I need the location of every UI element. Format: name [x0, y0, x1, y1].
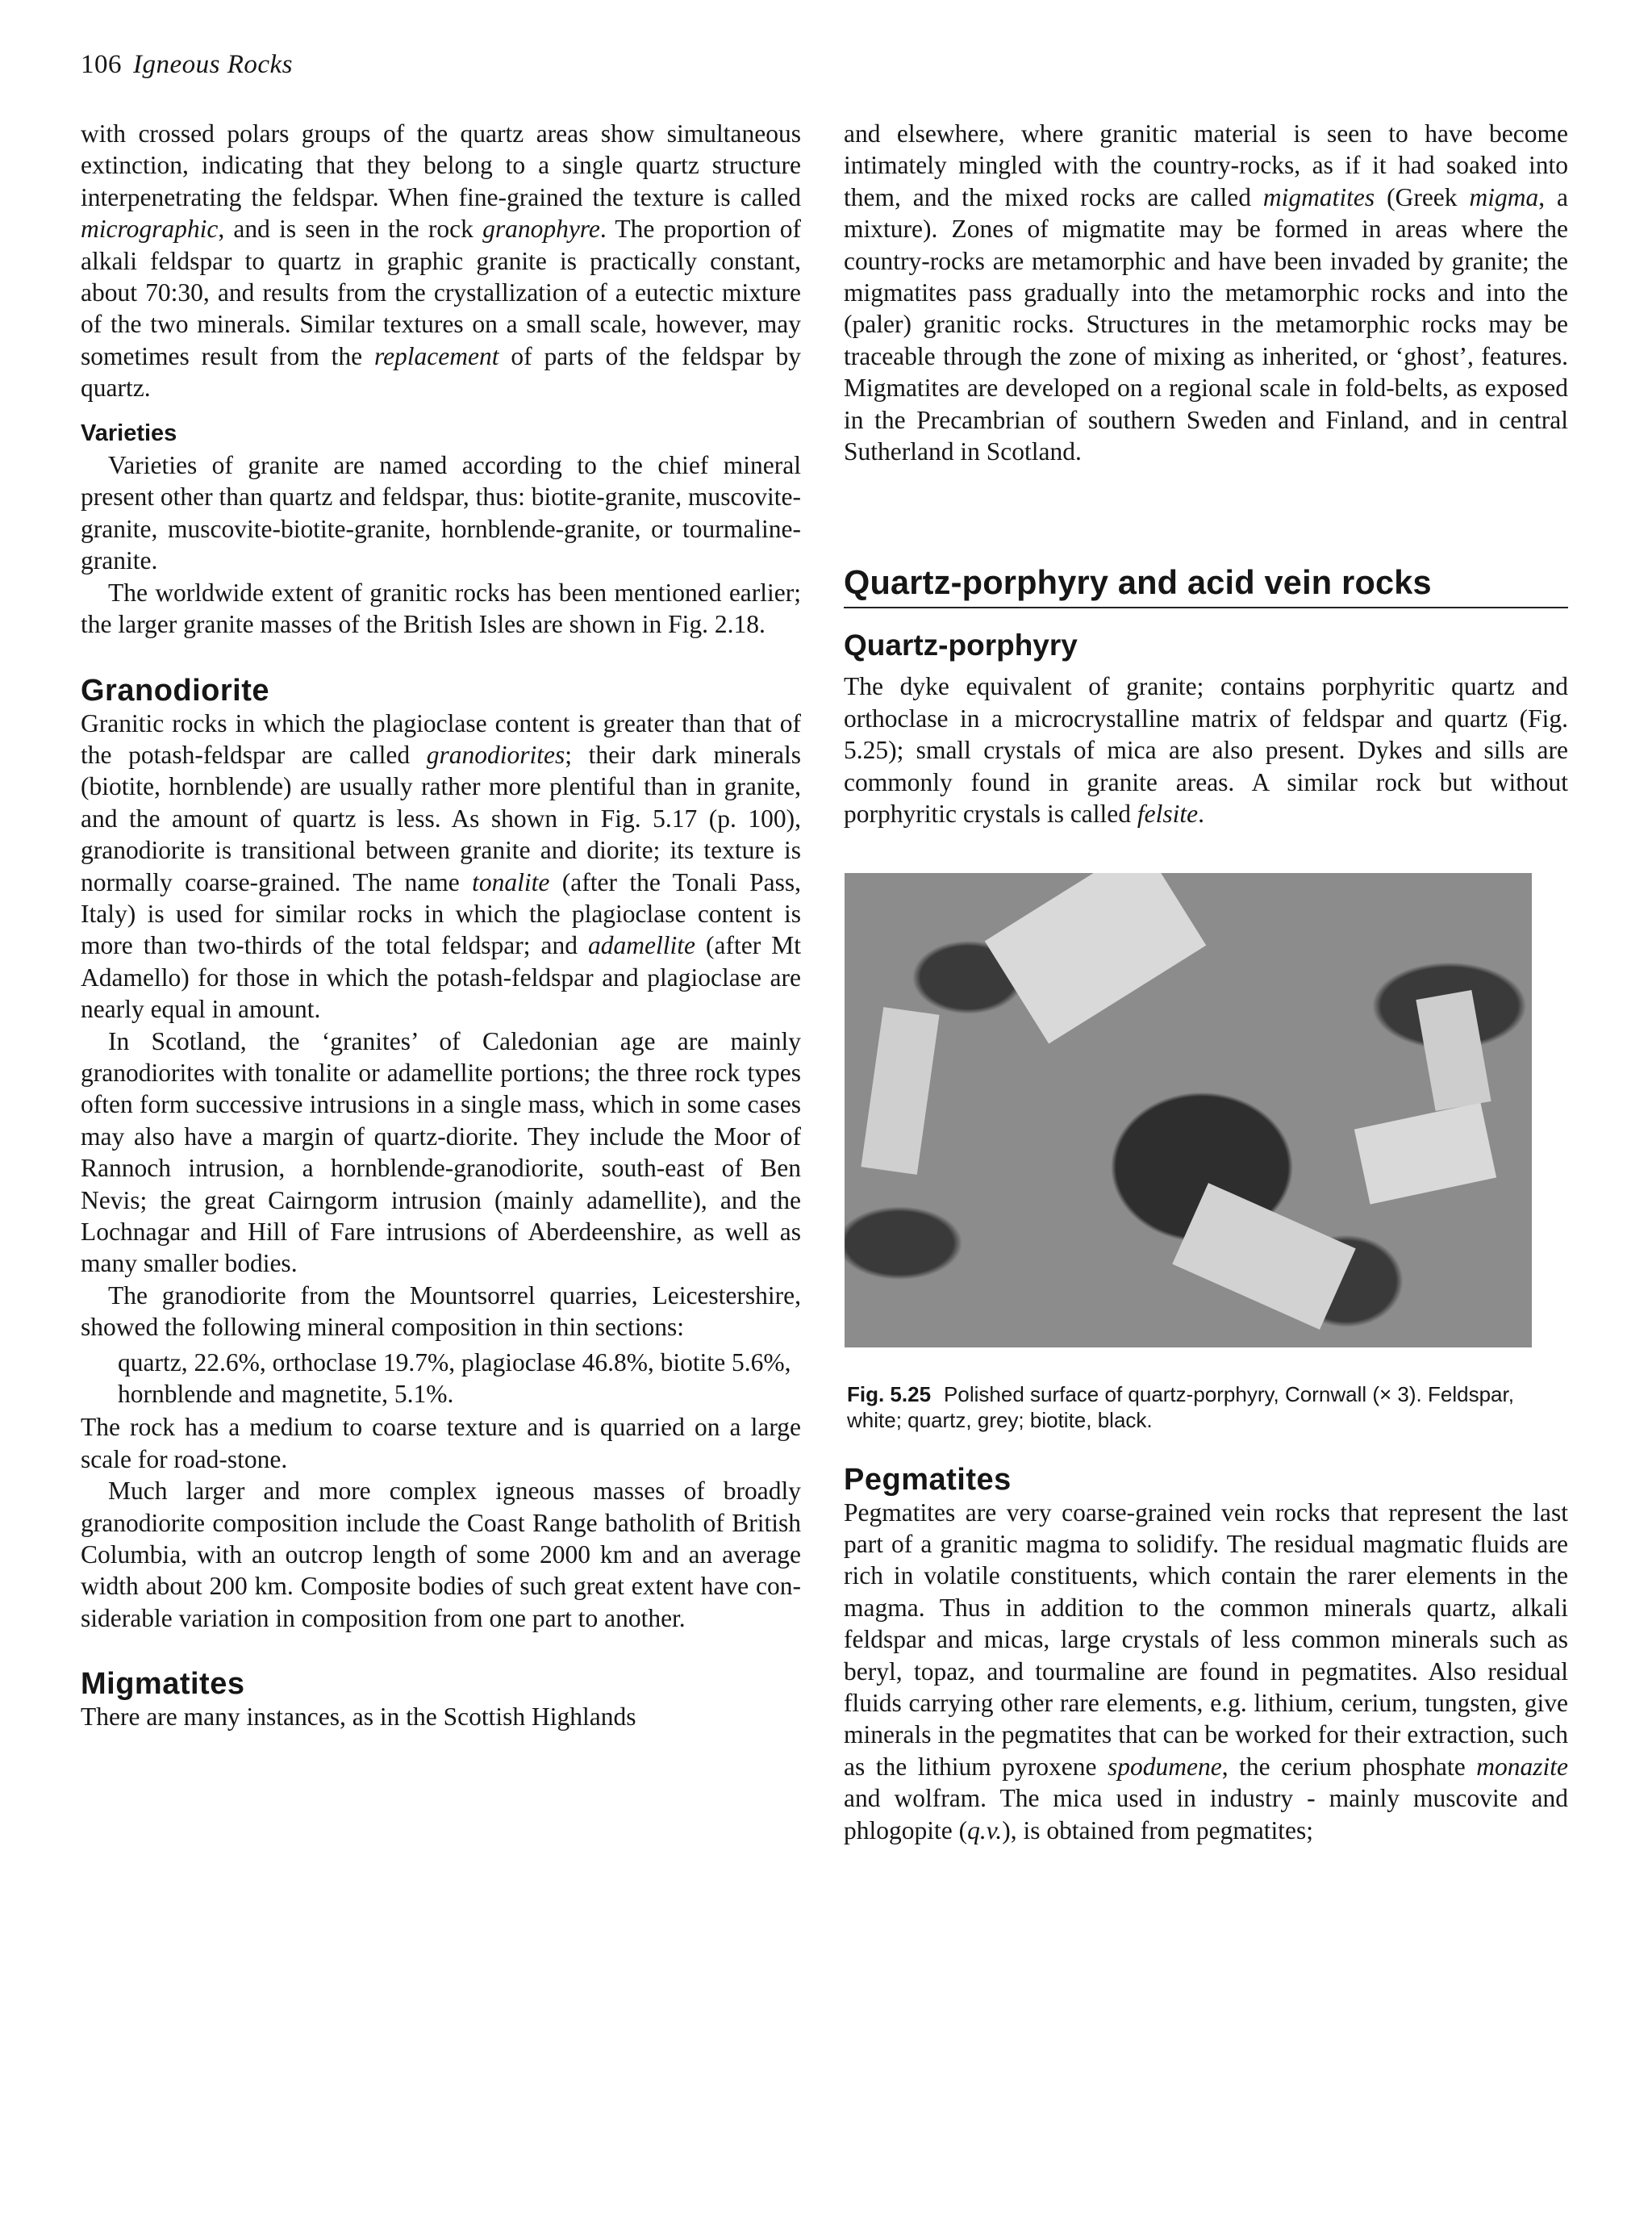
- term-qv: q.v.: [967, 1815, 1003, 1844]
- text-run: . The proportion of alkali feldspar to quartz in graphic granite is practically constant, about 70:30, and results from the crystallization of a eutectic mixture of the two minerals. Similar textures on a small scale, however, may sometimes result from the: [81, 215, 801, 370]
- term-migmatites: migmatites: [1262, 182, 1375, 211]
- text-run: and elsewhere, where granitic material is seen to have become intimately mingled with the country-rocks, as if it had soaked into them, and the mixed rocks are called: [844, 119, 1568, 211]
- paragraph-worldwide-extent: The worldwide extent of granitic rocks has been mentioned earlier; the larger granite masses of the British Isles are shown in Fig. 2.18.: [81, 578, 801, 639]
- feldspar-crystal: [1172, 1183, 1355, 1330]
- term-felsite: felsite: [1137, 800, 1199, 829]
- paragraph-quartz-porphyry: [844, 670, 1568, 829]
- text-run: (Greek: [1375, 182, 1470, 211]
- text-run: ), is obtained from pegmatites;: [1002, 1815, 1314, 1844]
- left-column: [81, 118, 801, 1733]
- text-run: Granitic rocks in which the plagioclase content is greater than that of the potash-feldspar are called: [81, 708, 801, 769]
- term-monazite: monazite: [1476, 1752, 1568, 1781]
- quartz-porphyry-photo: [845, 873, 1532, 1347]
- paragraph-pegmatites: [844, 1497, 1568, 1846]
- text-run: The dyke equivalent of granite; contains porphyritic quartz and orthoclase in a microcrystalline matrix of feldspar and quartz (Fig. 5.25); small crystals of mica are also present. Dykes and sills are commonly found in granite areas. A similar rock but without porphyritic crystals is called: [844, 672, 1568, 829]
- migmatites-heading: Migmatites: [81, 1667, 245, 1702]
- paragraph-graphic-texture: [81, 118, 801, 404]
- text-run: (after the Tonali Pass, Italy) is used for similar rocks in which the plagioclase content is more than two-thirds of the total feldspar; and: [81, 867, 801, 960]
- quartz-porphyry-heading: Quartz-porphyry: [844, 629, 1078, 662]
- varieties-heading: Varieties: [81, 420, 177, 446]
- text-run: and wolfram. The mica used in industry - mainly muscovite and phlogopite (: [844, 1784, 1568, 1844]
- mineral-composition: quartz, 22.6%, orthoclase 19.7%, plagioclase 46.8%, biotite 5.6%, hornblende and magnetite, 5.1%.: [118, 1347, 791, 1409]
- term-micrographic: micrographic: [81, 215, 219, 244]
- running-head: [81, 50, 293, 80]
- page-number: 106: [81, 50, 122, 79]
- text-run: of parts of the feldspar by quartz.: [81, 341, 801, 403]
- feldspar-crystal: [985, 873, 1207, 1044]
- feldspar-crystal: [1416, 989, 1491, 1110]
- term-tonalite: tonalite: [472, 867, 550, 896]
- text-run: ; their dark minerals (biotite, hornblende) are usually rather more plentiful than in granite, and the amount of quartz is less. As shown in Fig. 5.17 (p. 100), granodiorite is transitional between granite and diorite; its texture is normally coarse-grained. The name: [81, 740, 801, 896]
- term-granophyre: granophyre: [482, 215, 600, 244]
- text-run: , and is seen in the rock: [218, 215, 483, 244]
- paragraph-varieties: Varieties of granite are named according to the chief mineral present other than quartz and feldspar, thus: biotite-granite, muscovite-granite, muscovite-biotite-granite, hornblende-granite, or tourmaline-granite.: [81, 451, 801, 575]
- figure-label: Fig. 5.25: [847, 1381, 932, 1406]
- text-run: with crossed polars groups of the quartz areas show simultaneous extinction, indicating that they belong to a single quartz structure interpenetrating the feldspar. When fine-grained the texture is called: [81, 119, 801, 211]
- term-migma: migma: [1469, 182, 1539, 211]
- figure-caption: [844, 1381, 1568, 1433]
- paragraph-road-stone: The rock has a medium to coarse texture and is quarried on a large scale for road-stone.: [81, 1413, 801, 1473]
- term-spodumene: spodumene: [1107, 1752, 1222, 1781]
- term-adamellite: adamellite: [588, 931, 695, 960]
- running-title: Igneous Rocks: [133, 50, 294, 79]
- figure-caption-text: Polished surface of quartz-porphyry, Cornwall (× 3). Feldspar, white; quartz, grey; biotite, black.: [847, 1381, 1514, 1432]
- pegmatites-heading: Pegmatites: [844, 1462, 1012, 1497]
- paragraph-migmatites-start: There are many instances, as in the Scottish Highlands: [81, 1702, 636, 1732]
- paragraph-batholith: Much larger and more complex igneous masses of broadly granodiorite composition include the Coast Range batholith of British Columbia, with an outcrop length of some 2000 km and an average width about 200 km. Composite bodies of such great extent have considerable variation in composition from one part to another.: [81, 1477, 801, 1632]
- text-run: (after Mt Adamello) for those in which the potash-feldspar and plagioclase are nearly equal in amount.: [81, 931, 801, 1024]
- paragraph-scotland: In Scotland, the ‘granites’ of Caledonian age are mainly granodiorites with tonalite or adamellite portions; the three rock types often form successive intrusions in a single mass, which in some cases may also have a margin of quartz-diorite. They include the Moor of Rannoch intrusion, a hornblende-granodiorite, south-east of Ben Nevis; the great Cairngorm intrusion (mainly adamellite), and the Lochnagar and Hill of Fare intrusions of Aberdeenshire, as well as many smaller bodies.: [81, 1026, 801, 1278]
- granodiorite-heading: Granodiorite: [81, 673, 270, 708]
- text-run: , the cerium phosphate: [1221, 1752, 1477, 1781]
- paragraph-mountsorrel: The granodiorite from the Mountsorrel quarries, Leicestershire, showed the following mineral composition in thin sections:: [81, 1280, 801, 1342]
- feldspar-crystal: [861, 1007, 939, 1175]
- term-granodiorites: granodiorites: [426, 740, 565, 769]
- right-column: [844, 118, 1568, 1846]
- text-run: .: [1198, 800, 1205, 829]
- term-replacement: replacement: [373, 341, 499, 370]
- paragraph-migmatites-continued: [844, 118, 1568, 467]
- text-run: Pegmatites are very coarse-grained vein rocks that represent the last part of a granitic magma to solidify. The residual magmatic fluids are rich in volatile constituents, which contain the rarer elements in the magma. Thus in addition to the common minerals quartz, alkali feldspar and micas, large crystals of less common minerals such as beryl, topaz, and tourmaline are found in pegmatites. Also residual fluids carrying other rare elements, e.g. lithium, cerium, tungsten, give minerals in the pegmatites that can be worked for their extraction, such as the lithium pyroxene: [844, 1498, 1568, 1781]
- quartz-porphyry-section-heading: Quartz-porphyry and acid vein rocks: [844, 565, 1568, 608]
- paragraph-granodiorite-definition: [81, 708, 801, 1026]
- text-run: , a mixture). Zones of migmatite may be formed in areas where the country-rocks are metamorphic and have been invaded by granite; the migmatites pass gradually into the metamorphic rocks and into the (paler) granitic rocks. Structures in the metamorphic rocks may be traceable through the zone of mixing as inherited, or ‘ghost’, features. Migmatites are developed on a regional scale in fold-belts, as exposed in the Precambrian of southern Sweden and Finland, and in central Sutherland in Scotland.: [844, 182, 1569, 466]
- feldspar-crystal: [1354, 1102, 1496, 1204]
